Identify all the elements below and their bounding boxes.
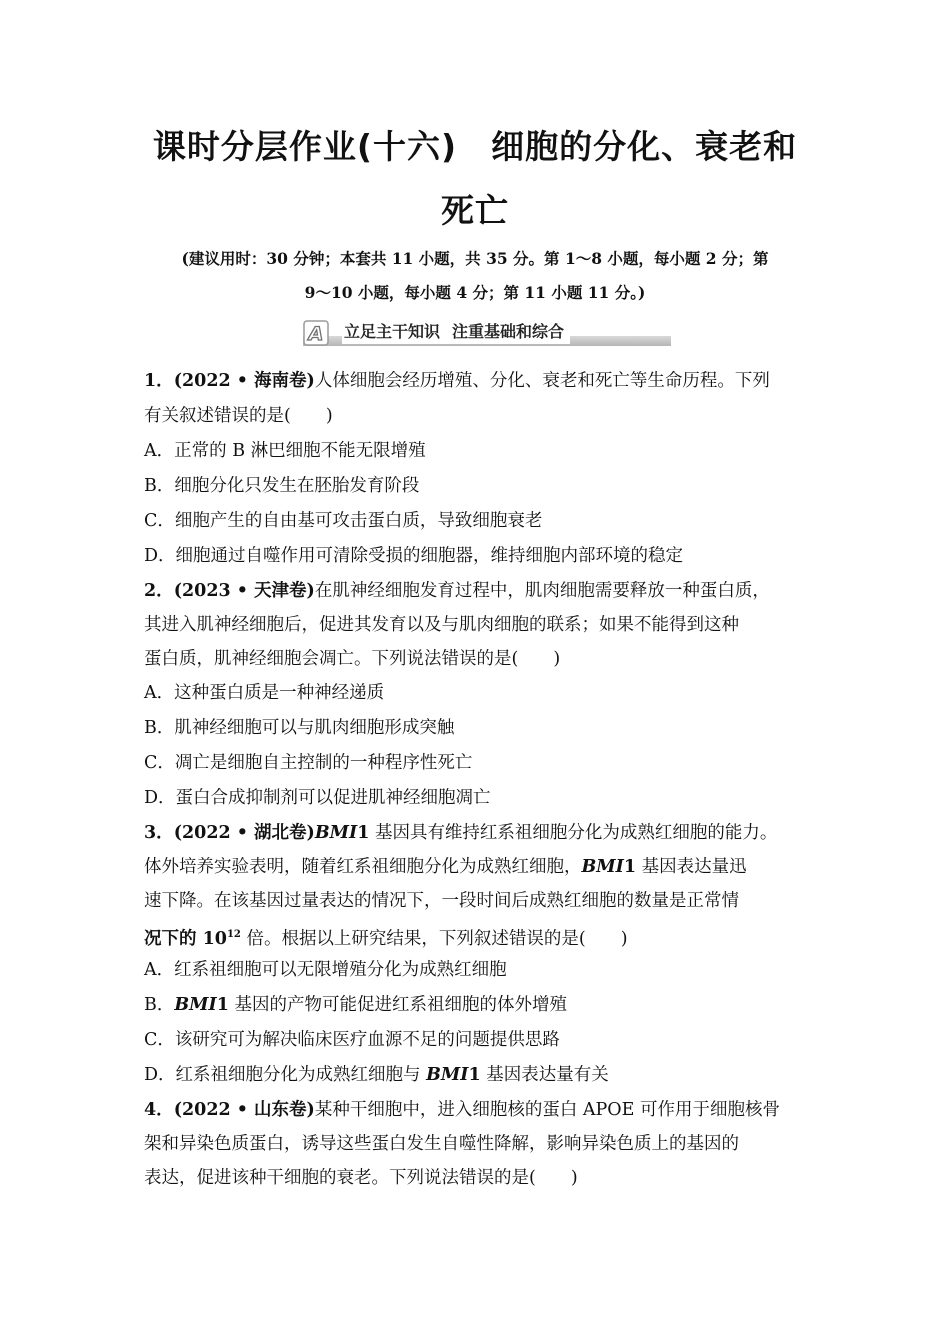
question-2-option-c: C．凋亡是细胞自主控制的一种程序性死亡	[144, 753, 473, 773]
question-1-stem-line2: 有关叙述错误的是( )	[144, 406, 333, 426]
question-1-stem: 1．(2022 • 海南卷)人体细胞会经历增殖、分化、衰老和死亡等生命历程。下列	[144, 371, 770, 391]
question-4-stem-line2: 架和异染色质蛋白，诱导这些蛋白发生自噬性降解，影响异染色质上的基因的	[144, 1134, 739, 1154]
section-label-left: 立足主干知识	[344, 322, 441, 341]
question-4-stem-line3: 表达，促进该种干细胞的衰老。下列说法错误的是( )	[144, 1168, 578, 1188]
question-2-stem-line3: 蛋白质，肌神经细胞会凋亡。下列说法错误的是( )	[144, 649, 561, 669]
exponent: 12	[226, 929, 241, 940]
gene-name: BMI	[314, 823, 358, 843]
question-1-option-c: C．细胞产生的自由基可攻击蛋白质，导致细胞衰老	[144, 511, 543, 531]
gene-name: BMI	[426, 1065, 469, 1085]
question-3-option-b: B．BMI1 基因的产物可能促进红系祖细胞的体外增殖	[144, 995, 567, 1015]
page-title-line2: 死亡	[441, 191, 509, 230]
question-3-stem-line4: 况下的 $10^{12}$ 倍。根据以上研究结果，下列叙述错误的是( )	[144, 929, 628, 949]
gene-name: BMI	[581, 857, 624, 877]
section-a-badge-icon	[303, 320, 329, 346]
section-label	[342, 320, 570, 344]
question-source: (2022 • 湖北卷)	[173, 823, 315, 843]
question-2-option-a: A．这种蛋白质是一种神经递质	[144, 683, 385, 703]
question-1-option-a: A．正常的 B 淋巴细胞不能无限增殖	[144, 441, 426, 461]
svg-text:A: A	[308, 323, 324, 345]
question-2-option-d: D．蛋白合成抑制剂可以促进肌神经细胞凋亡	[144, 788, 491, 808]
timing-note-line2: 9～10 小题，每小题 4 分；第 11 小题 11 分。)	[304, 283, 646, 302]
question-number: 3．	[144, 823, 174, 843]
question-3-stem: 3．(2022 • 湖北卷)BMI1 基因具有维持红系祖细胞分化为成熟红细胞的能力。	[144, 823, 778, 843]
question-2-stem: 2．(2023 • 天津卷)在肌神经细胞发育过程中，肌肉细胞需要释放一种蛋白质，	[144, 581, 770, 601]
question-1-option-b: B．细胞分化只发生在胚胎发育阶段	[144, 476, 420, 496]
question-2-stem-line2: 其进入肌神经细胞后，促进其发育以及与肌肉细胞的联系；如果不能得到这种	[144, 615, 739, 635]
question-number: 4．	[144, 1100, 174, 1120]
section-banner	[303, 318, 671, 350]
question-2-option-b: B．肌神经细胞可以与肌肉细胞形成突触	[144, 718, 455, 738]
question-3-option-c: C．该研究可为解决临床医疗血源不足的问题提供思路	[144, 1030, 560, 1050]
question-number: 2．	[144, 581, 174, 601]
section-label-right: 注重基础和综合	[452, 322, 565, 341]
page-title	[120, 127, 830, 167]
question-3-stem-line3: 速下降。在该基因过量表达的情况下，一段时间后成熟红细胞的数量是正常情	[144, 891, 739, 911]
title-series: 课时分层作业(十六)	[152, 127, 458, 166]
question-source: (2022 • 海南卷)	[173, 371, 315, 391]
question-3-option-a: A．红系祖细胞可以无限增殖分化为成熟红细胞	[144, 960, 507, 980]
question-number: 1．	[144, 371, 174, 391]
question-3-stem-line2: 体外培养实验表明，随着红系祖细胞分化为成熟红细胞，BMI1 基因表达量迅	[144, 857, 747, 877]
question-4-stem: 4．(2022 • 山东卷)某种干细胞中，进入细胞核的蛋白 APOE 可作用于细胞核骨	[144, 1100, 780, 1120]
title-topic: 细胞的分化、衰老和	[491, 127, 798, 166]
timing-note: (建议用时：30 分钟；本套共 11 小题，共 35 分。第 1～8 小题，每小题 2 分；第	[181, 249, 769, 268]
question-source: (2023 • 天津卷)	[173, 581, 315, 601]
question-3-option-d: D．红系祖细胞分化为成熟红细胞与 BMI1 基因表达量有关	[144, 1065, 609, 1085]
gene-name: BMI	[174, 995, 217, 1015]
question-source: (2022 • 山东卷)	[173, 1100, 315, 1120]
question-1-option-d: D．细胞通过自噬作用可清除受损的细胞器，维持细胞内部环境的稳定	[144, 546, 684, 566]
